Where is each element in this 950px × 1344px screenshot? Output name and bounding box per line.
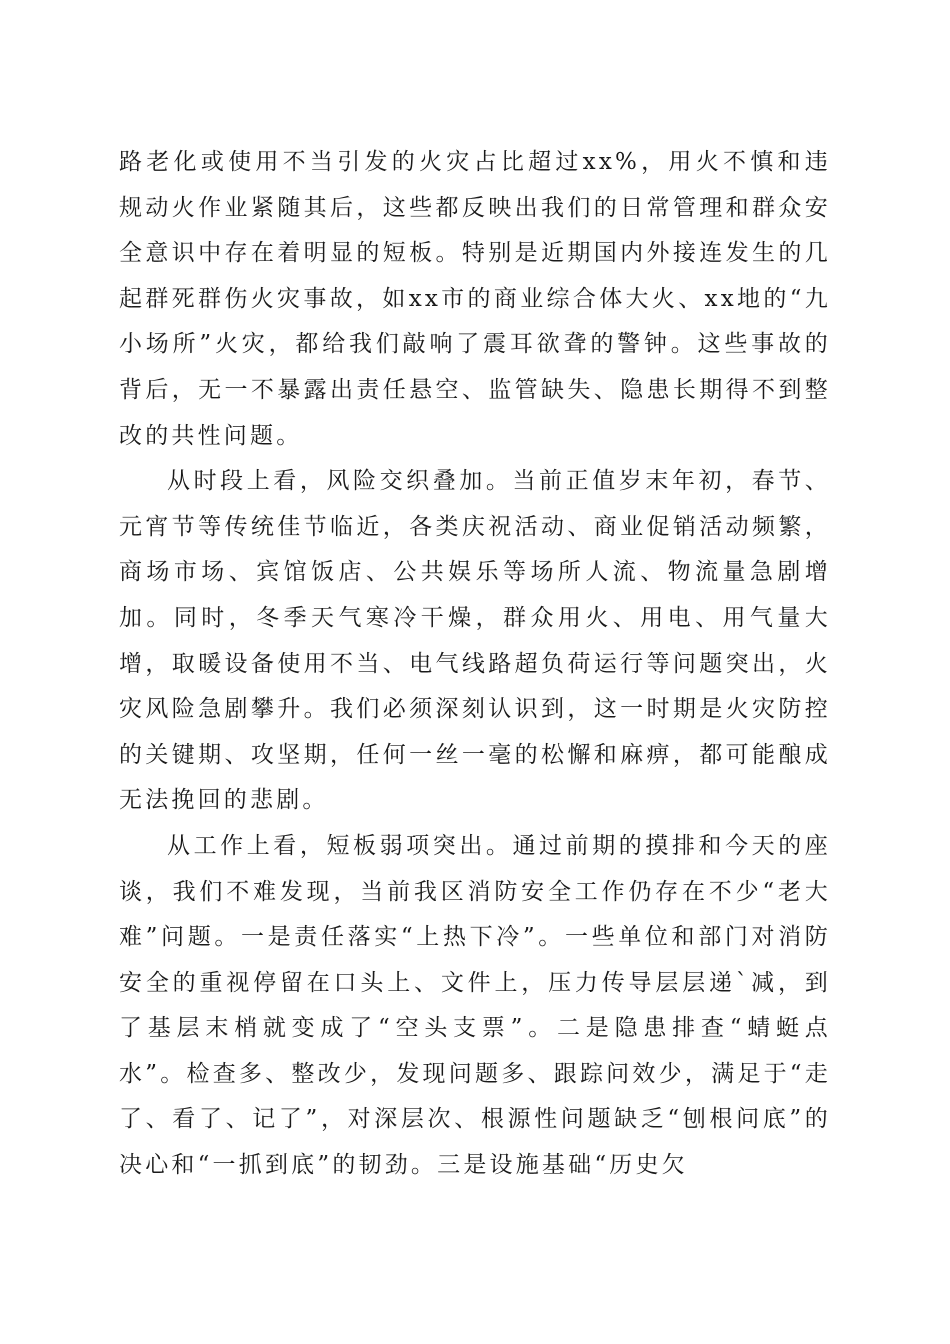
document-body [119, 140, 831, 1189]
paragraph-time-risk: 从时段上看，风险交织叠加。当前正值岁末年初，春节、元宵节等传统佳节临近，各类庆祝活动、商业促销活动频繁，商场市场、宾馆饭店、公共娱乐等场所人流、物流量急剧增加。同时，冬季天气寒冷干燥，群众用火、用电、用气量大增，取暖设备使用不当、电气线路超负荷运行等问题突出，火灾风险急剧攀升。我们必须深刻认识到，这一时期是火灾防控的关键期、攻坚期，任何一丝一毫的松懈和麻痹，都可能酿成无法挽回的悲剧。 [119, 468, 831, 814]
paragraph-continued: 路老化或使用不当引发的火灾占比超过xx%，用火不慎和违规动火作业紧随其后，这些都反映出我们的日常管理和群众安全意识中存在着明显的短板。特别是近期国内外接连发生的几起群死群伤火灾事故，如xx市的商业综合体大火、xx地的“九小场所”火灾，都给我们敲响了震耳欲聋的警钟。这些事故的背后，无一不暴露出责任悬空、监管缺失、隐患长期得不到整改的共性问题。 [119, 149, 831, 449]
paragraph-work-shortcomings: 从工作上看，短板弱项突出。通过前期的摸排和今天的座谈，我们不难发现，当前我区消防安全工作仍存在不少“老大难”问题。一是责任落实“上热下冷”。一些单位和部门对消防安全的重视停留在口头上、文件上，压力传导层层递`减，到了基层末梢就变成了“空头支票”。二是隐患排查“蜻蜓点水”。检查多、整改少，发现问题多、跟踪问效少，满足于“走了、看了、记了”，对深层次、根源性问题缺乏“刨根问底”的决心和“一抓到底”的韧劲。三是设施基础“历史欠 [119, 832, 831, 1179]
